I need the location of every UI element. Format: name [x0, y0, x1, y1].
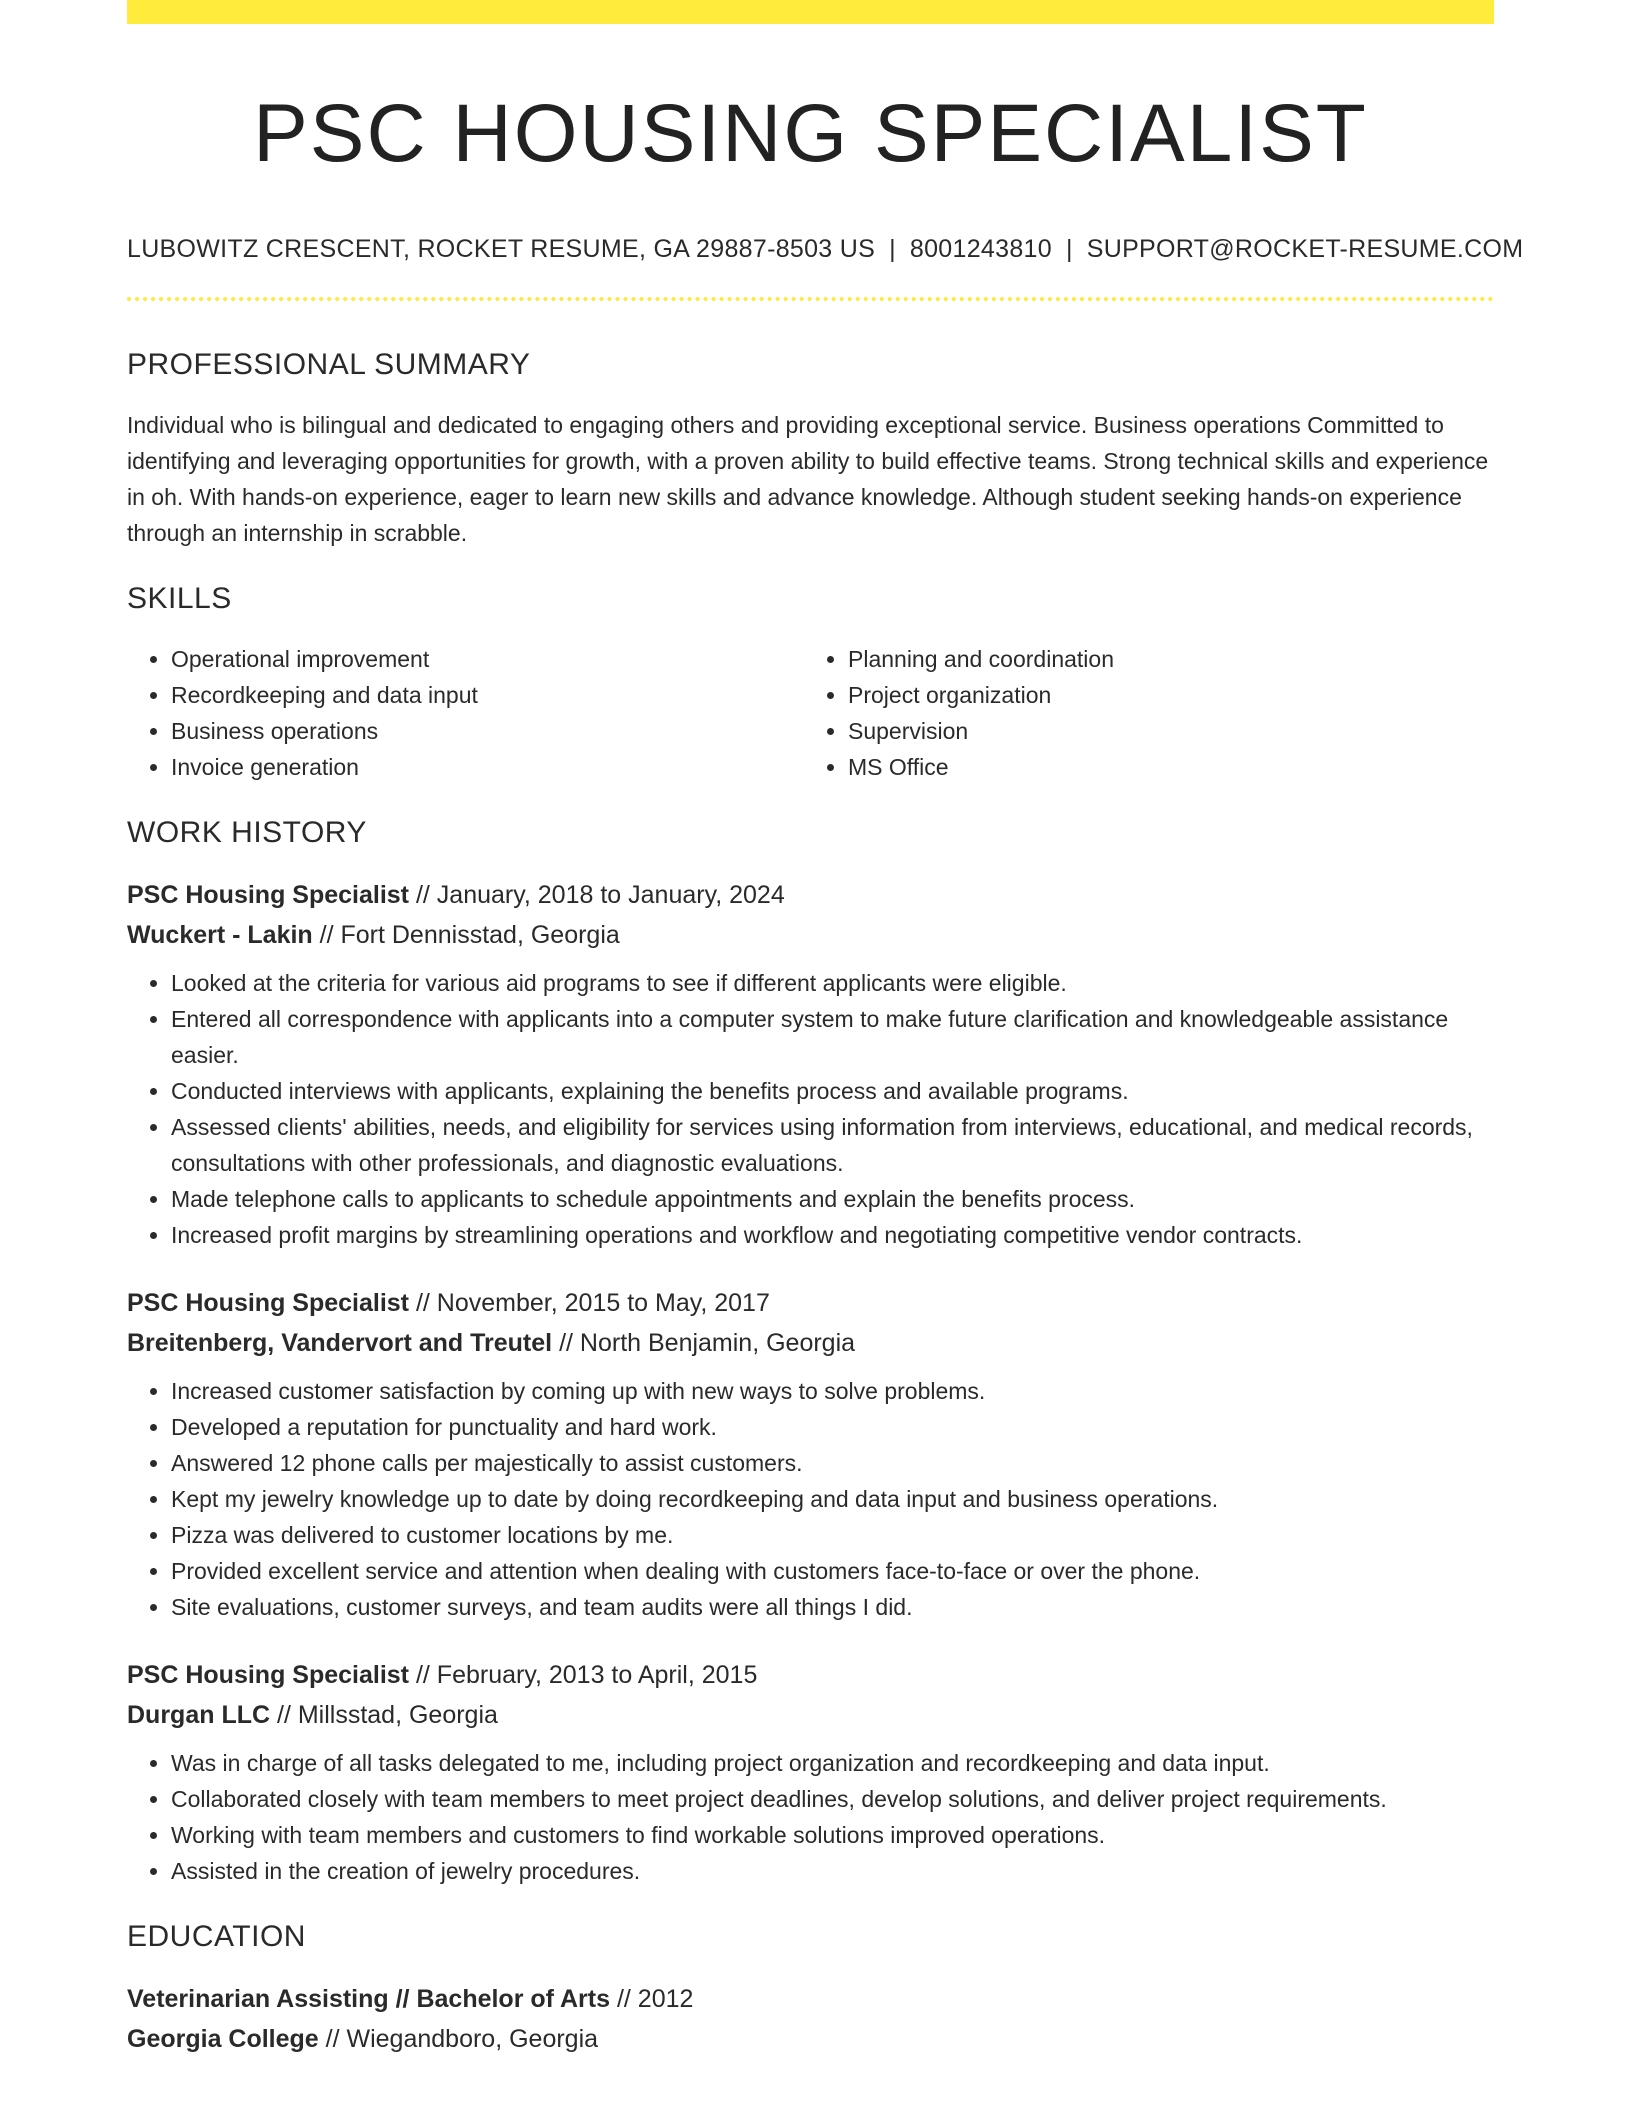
job-role: PSC Housing Specialist — [127, 881, 410, 909]
job-location: // Fort Dennisstad, Georgia — [312, 921, 620, 949]
work-history-heading: WORK HISTORY — [127, 816, 367, 849]
education-heading: EDUCATION — [127, 1920, 306, 1953]
job-dates: // November, 2015 to May, 2017 — [409, 1289, 770, 1317]
skills-column-left — [127, 641, 801, 785]
job-bullet: • Pizza was delivered to customer locations by me. — [171, 1517, 1494, 1553]
job-bullet: • Looked at the criteria for various aid programs to see if different applicants were eligible. — [171, 965, 1494, 1001]
education-school-line — [127, 2019, 1494, 2059]
skill-item: • Project organization — [848, 677, 1478, 713]
job-bullet: • Increased customer satisfaction by coming up with new ways to solve problems. — [171, 1373, 1494, 1409]
skill-item: • MS Office — [848, 749, 1478, 785]
skill-item: • Business operations — [171, 713, 801, 749]
skills-list — [127, 641, 1494, 785]
contact-phone: 8001243810 — [909, 235, 1052, 263]
accent-bar — [127, 0, 1494, 24]
skill-item: • Operational improvement — [171, 641, 801, 677]
job-title-line — [127, 875, 1494, 915]
job-bullet: • Entered all correspondence with applicants into a computer system to make future clarification and knowledgeable assistance easier. — [171, 1001, 1494, 1073]
job-company: Wuckert - Lakin — [127, 921, 313, 949]
skill-item: • Supervision — [848, 713, 1478, 749]
job-company: Breitenberg, Vandervort and Treutel — [127, 1329, 553, 1357]
resume-page — [127, 0, 1524, 2059]
education-school: Georgia College — [127, 2025, 319, 2053]
job-entry — [127, 1655, 1494, 1889]
job-dates: // January, 2018 to January, 2024 — [409, 881, 785, 909]
education-year: // 2012 — [610, 1985, 694, 2013]
job-location: // Millsstad, Georgia — [270, 1701, 498, 1729]
job-bullet: • Developed a reputation for punctuality and hard work. — [171, 1409, 1494, 1445]
contact-line — [127, 234, 1524, 264]
job-bullet: • Made telephone calls to applicants to schedule appointments and explain the benefits process. — [171, 1181, 1494, 1217]
summary-text: Individual who is bilingual and dedicated to engaging others and providing exceptional service. Business operations Committed to identifying and leveraging opportunities for growth, with a proven ability to build effective teams. Strong technical skills and experience in oh. With hands-on experience, eager to learn new skills and advance knowledge. Although student seeking hands-on experience through an internship in scrabble. — [127, 412, 1489, 546]
job-bullet: • Kept my jewelry knowledge up to date by doing recordkeeping and data input and business operations. — [171, 1481, 1494, 1517]
job-bullet: • Assisted in the creation of jewelry procedures. — [171, 1853, 1494, 1889]
job-company-line — [127, 915, 1494, 955]
skill-item: • Invoice generation — [171, 749, 801, 785]
job-location: // North Benjamin, Georgia — [552, 1329, 856, 1357]
job-company-line — [127, 1695, 1494, 1735]
education-entry — [127, 1979, 1494, 2059]
job-bullet: • Assessed clients' abilities, needs, and eligibility for services using information from interviews, educational, and medical records, consultations with other professionals, and diagnostic evaluations. — [171, 1109, 1494, 1181]
job-company: Durgan LLC — [127, 1701, 271, 1729]
job-bullet: • Increased profit margins by streamlining operations and workflow and negotiating competitive vendor contracts. — [171, 1217, 1494, 1253]
contact-separator: | — [1065, 235, 1073, 263]
job-bullet: • Was in charge of all tasks delegated to me, including project organization and recordkeeping and data input. — [171, 1745, 1494, 1781]
education-degree: Veterinarian Assisting // Bachelor of Arts — [127, 1985, 611, 2013]
job-entry — [127, 1283, 1494, 1625]
job-bullets — [127, 965, 1494, 1253]
job-title-line — [127, 1655, 1494, 1695]
education-degree-line — [127, 1979, 1494, 2019]
contact-separator: | — [889, 235, 896, 263]
contact-email[interactable]: SUPPORT@ROCKET-RESUME.COM — [1086, 235, 1524, 263]
job-company-line — [127, 1323, 1494, 1363]
job-title-line — [127, 1283, 1494, 1323]
job-role: PSC Housing Specialist — [127, 1289, 410, 1317]
summary-heading: PROFESSIONAL SUMMARY — [127, 348, 531, 381]
skill-item: • Planning and coordination — [848, 641, 1478, 677]
skills-heading: SKILLS — [127, 582, 232, 615]
skills-column-right — [801, 641, 1478, 785]
education-location: // Wiegandboro, Georgia — [318, 2025, 599, 2053]
job-dates: // February, 2013 to April, 2015 — [409, 1661, 758, 1689]
job-bullet: • Site evaluations, customer surveys, and team audits were all things I did. — [171, 1589, 1494, 1625]
job-bullet: • Answered 12 phone calls per majestically to assist customers. — [171, 1445, 1494, 1481]
job-bullet: • Working with team members and customers to find workable solutions improved operations. — [171, 1817, 1494, 1853]
job-bullets — [127, 1745, 1494, 1889]
contact-address: LUBOWITZ CRESCENT, ROCKET RESUME, GA 29887-8503 US — [127, 235, 876, 263]
dotted-divider — [127, 297, 1494, 301]
job-bullet: • Collaborated closely with team members to meet project deadlines, develop solutions, and deliver project requirements. — [171, 1781, 1494, 1817]
job-bullet: • Provided excellent service and attention when dealing with customers face-to-face or over the phone. — [171, 1553, 1494, 1589]
resume-title: PSC HOUSING SPECIALIST — [253, 88, 1368, 179]
job-bullet: • Conducted interviews with applicants, explaining the benefits process and available programs. — [171, 1073, 1494, 1109]
job-bullets — [127, 1373, 1494, 1625]
skill-item: • Recordkeeping and data input — [171, 677, 801, 713]
job-entry — [127, 875, 1494, 1253]
job-role: PSC Housing Specialist — [127, 1661, 410, 1689]
